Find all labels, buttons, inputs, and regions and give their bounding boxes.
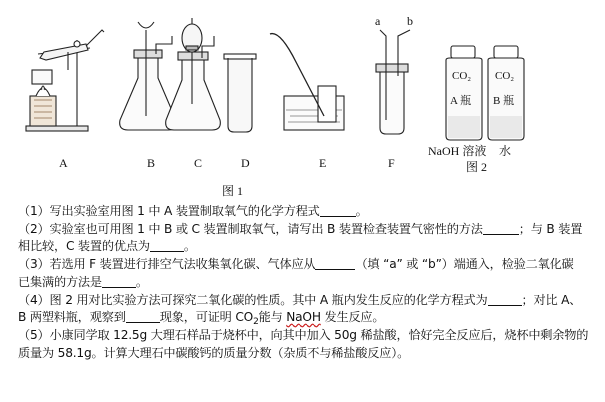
question-2-line1 [18,221,582,238]
bottle-b-liquid: 水 [499,144,512,158]
port-b-label: b [407,14,413,28]
q2-line2-end: 。 [183,239,196,253]
label-a: A [59,156,68,170]
q4-text: （4）图 2 用对比实验方法可探究二氧化碳的性质。其中 A 瓶内发生反应的化学方程式为 [18,293,488,307]
label-e: E [319,156,327,170]
apparatus-b-drawing [120,22,177,130]
q5-line1: （5）小康同学取 12.5g 大理石样品于烧杯中，向其中加入 50g 稀盐酸，恰好完全反应后，烧杯中剩余物的 [18,328,589,342]
q1-answer-blank[interactable] [320,204,356,217]
q4-answer-blank-2[interactable] [126,310,160,323]
q2-text: （2）实验室也可用图 1 中 B 或 C 装置制取氧气，请写出 B 装置检查装置气密性的方法 [18,222,483,236]
figure1-caption: 图 1 [222,184,244,198]
q4-line2-end: 发生反应。 [320,310,385,324]
question-4-line1 [18,292,581,309]
apparatus-figure [0,0,605,200]
label-c: C [194,156,203,170]
q2-line2: 相比较，C 装置的优点为 [18,239,150,253]
label-b: B [147,156,156,170]
q3-line2-end: 。 [135,275,148,289]
port-a-label: a [375,14,381,28]
q3-line1-mid: （填 “a” 或 “b”）端通入，检验二氧化碳 [355,257,574,271]
q4-line2-can: 能与 [258,310,287,324]
q4-line2: B 两塑料瓶，观察到 [18,310,126,324]
question-5-line1 [18,327,588,344]
apparatus-a-drawing [26,30,104,131]
label-d: D [241,156,250,170]
q3-text: （3）若选用 F 装置进行排空气法收集氧化碳、气体应从 [18,257,316,271]
q4-line1-end: ；对比 A、 [521,293,582,307]
q3-answer-blank-2[interactable] [102,275,136,288]
bottle-b-gas: CO₂ [495,70,515,82]
q2-answer-blank-2[interactable] [150,239,184,252]
apparatus-f-drawing [376,30,410,134]
apparatus-e-drawing [270,34,344,130]
figure2-caption: 图 2 [466,160,488,174]
q4-naoh: NaOH [286,310,321,324]
q4-line2-mid: 现象，可证明 CO [159,310,254,324]
q3-answer-blank-1[interactable] [315,257,355,270]
question-3-line2 [18,274,148,291]
apparatus-d-drawing [224,54,256,132]
q2-line1-end: ；与 B 装置 [518,222,583,236]
bottle-a-name: A 瓶 [450,95,472,107]
question-5-line2 [18,345,409,362]
question-1 [18,203,368,220]
bottle-b-name: B 瓶 [493,95,515,107]
q5-line2: 质量为 58.1g。计算大理石中碳酸钙的质量分数（杂质不与稀盐酸反应）。 [18,346,410,360]
bottle-a-gas: CO₂ [452,70,472,82]
q1-end: 。 [355,204,368,218]
q4-answer-blank-1[interactable] [488,293,522,306]
q4-co2-subscript: 2 [253,317,259,327]
q2-answer-blank-1[interactable] [483,222,519,235]
q3-line2: 已集满的方法是 [18,275,102,289]
label-f: F [388,156,395,170]
apparatus-c-drawing [166,18,221,130]
question-3-line1 [18,256,574,273]
q1-text: （1）写出实验室用图 1 中 A 装置制取氧气的化学方程式 [18,204,320,218]
question-2-line2 [18,238,196,255]
bottle-a-liquid: NaOH 溶液 [428,144,487,158]
